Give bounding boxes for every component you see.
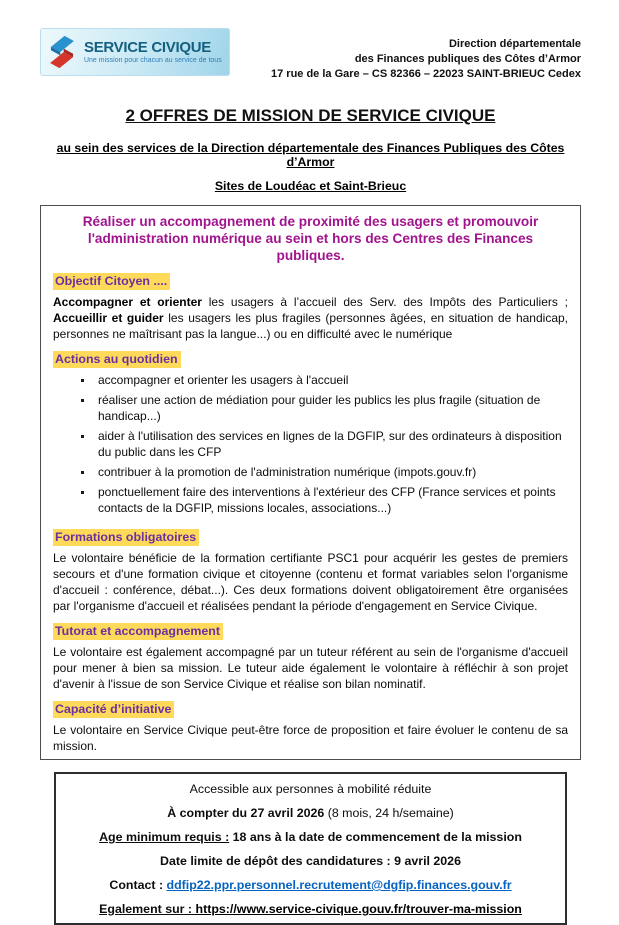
mission-box xyxy=(40,205,581,760)
age-requirement-line xyxy=(62,829,559,845)
subtitle-sites: Sites de Loudéac et Saint-Brieuc xyxy=(214,179,407,193)
deadline-line xyxy=(62,853,559,869)
also-label: Egalement sur : xyxy=(99,902,196,916)
heading-objectif-citoyen: Objectif Citoyen .... xyxy=(53,273,170,290)
heading-capacite: Capacité d’initiative xyxy=(53,701,174,718)
age-label: Age minimum requis : xyxy=(99,830,230,844)
service-civique-logo xyxy=(40,28,230,76)
subtitle-direction: au sein des services de la Direction départementale des Finances Publiques des Côtes d’Armor xyxy=(56,141,565,169)
age-value: 18 ans à la date de commencement de la mission xyxy=(229,830,522,844)
list-item: ponctuellement faire des interventions à l'extérieur des CFP (France services et points contacts de la DGFIP, missions locales, associations...) xyxy=(79,484,568,516)
objectif-text-2: les usagers les plus fragiles (personnes âgées, en situation de handicap, personnes ne maîtrisant pas la langue...) ou en difficulté avec le numérique xyxy=(53,311,568,341)
mission-title xyxy=(53,213,568,264)
heading-formations: Formations obligatoires xyxy=(53,529,199,546)
org-line-1: Direction départementale xyxy=(448,38,581,50)
paragraph-capacite: Le volontaire en Service Civique peut-être force de proposition et faire évoluer le contenu de sa mission. xyxy=(53,723,568,753)
also-on-line xyxy=(62,901,559,917)
logo-tagline: Une mission pour chacun au service de tous xyxy=(84,56,222,64)
page-title: 2 OFFRES DE MISSION DE SERVICE CIVIQUE xyxy=(125,106,496,125)
list-item: contribuer à la promotion de l'administration numérique (impots.gouv.fr) xyxy=(79,464,568,480)
list-item: aider à l'utilisation des services en lignes de la DGFIP, sur des ordinateurs à disposition du public dans les CFP xyxy=(79,428,568,460)
logo-text xyxy=(84,40,222,65)
list-item: réaliser une action de médiation pour guider les publics les plus fragile (situation de handicap...) xyxy=(79,392,568,424)
org-address xyxy=(271,28,581,82)
list-item: accompagner et orienter les usagers à l'accueil xyxy=(79,372,568,388)
paragraph-tutorat: Le volontaire est également accompagné par un tuteur référent au sein de l'organisme d'accueil pour mener à bien sa mission. Le tuteur aide également le volontaire à réfléchir à son projet d'avenir à l'issue de son Service Civique et réalise son bilan nominatif. xyxy=(53,645,568,691)
accessibility-note: Accessible aux personnes à mobilité réduite xyxy=(189,782,432,796)
mission-site-link[interactable]: https://www.service-civique.gouv.fr/trouver-ma-mission xyxy=(195,902,522,916)
start-date-line xyxy=(62,805,559,821)
heading-actions-quotidien: Actions au quotidien xyxy=(53,351,181,368)
info-box xyxy=(54,772,567,925)
mission-title-line-1: Réaliser un accompagnement de proximité des usagers et promouvoir xyxy=(82,214,539,229)
objectif-bold-1: Accompagner et orienter xyxy=(53,295,202,309)
logo-title: SERVICE CIVIQUE xyxy=(84,38,211,56)
start-date: À compter du 27 avril 2026 xyxy=(167,806,325,820)
org-line-3: 17 rue de la Gare – CS 82366 – 22023 SAINT-BRIEUC Cedex xyxy=(271,68,581,80)
paragraph-objectif xyxy=(53,294,568,342)
contact-label: Contact : xyxy=(109,878,167,892)
deadline-text: Date limite de dépôt des candidatures : 9 avril 2026 xyxy=(160,854,461,868)
org-line-2: des Finances publiques des Côtes d’Armor xyxy=(354,53,581,65)
heading-tutorat: Tutorat et accompagnement xyxy=(53,623,223,640)
service-civique-s-icon xyxy=(45,32,79,72)
actions-list xyxy=(79,372,568,516)
mission-title-line-2: l'administration numérique au sein et hors des Centres des Finances publiques. xyxy=(87,231,534,263)
contact-line xyxy=(62,877,559,893)
contact-email-link[interactable]: ddfip22.ppr.personnel.recrutement@dgfip.finances.gouv.fr xyxy=(166,878,512,892)
objectif-text-1: les usagers à l’accueil des Serv. des Impôts des Particuliers ; xyxy=(201,295,568,309)
start-duration: (8 mois, 24 h/semaine) xyxy=(324,806,454,820)
header xyxy=(40,28,581,82)
paragraph-formations: Le volontaire bénéficie de la formation certifiante PSC1 pour acquérir les gestes de premiers secours et d'une formation civique et citoyenne (contenu et format variables selon l'organisme d'accueil : conférence, débat...). Ces deux formations doivent obligatoirement être organisées par l'organisme d'accueil et réalisées pendant la période d'engagement en Service Civique. xyxy=(53,551,568,613)
objectif-bold-2: Accueillir et guider xyxy=(53,311,164,325)
